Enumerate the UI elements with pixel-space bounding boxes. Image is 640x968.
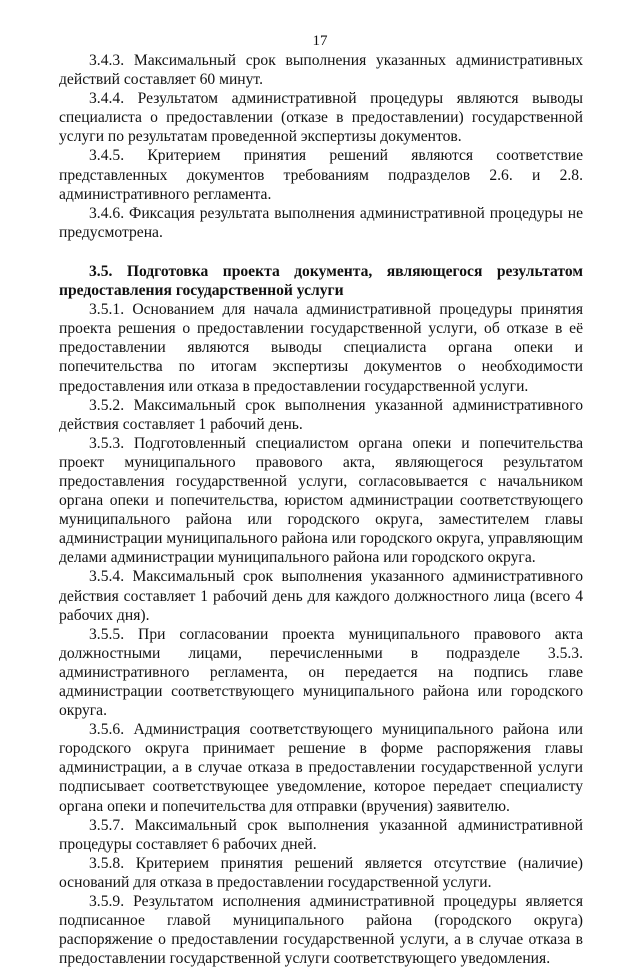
paragraph-3-5-8: 3.5.8. Критерием принятия решений является отсутствие (наличие) оснований для отказа в предоставлении государственной услуги. [59, 854, 583, 891]
paragraph-3-5-5: 3.5.5. При согласовании проекта муниципального правового акта должностными лицами, перечисленными в подразделе 3.5.3. административного регламента, он передается на подпись главе администрации соответствующего муниципального района или городского округа. [59, 625, 583, 720]
page-body [59, 51, 583, 968]
paragraph-3-5-1: 3.5.1. Основанием для начала административной процедуры принятия проекта решения о предоставлении государственной услуги, об отказе в её предоставлении являются выводы специалиста органа опеки и попечительства по итогам экспертизы документов о необходимости предоставления или отказа в предоставлении государственной услуги. [59, 301, 583, 395]
paragraph-3-4-4: 3.4.4. Результатом административной процедуры являются выводы специалиста о предоставлении (отказе в предоставлении) государственной услуги по результатам проведенной экспертизы документов. [59, 90, 583, 146]
section-heading-3-5: 3.5. Подготовка проекта документа, являющегося результатом предоставления государственной услуги [59, 262, 583, 300]
paragraph-3-4-3: 3.4.3. Максимальный срок выполнения указанных административных действий составляет 60 минут. [59, 52, 583, 89]
page-number: 17 [312, 33, 328, 49]
paragraph-3-5-7: 3.5.7. Максимальный срок выполнения указанной административной процедуры составляет 6 рабочих дней. [59, 816, 583, 853]
paragraph-3-5-9: 3.5.9. Результатом исполнения административной процедуры является подписанное главой муниципального района (городского округа) распоряжение о предоставлении государственной услуги, а в случае отказа в предоставлении государственной услуги соответствующего уведомления. [59, 893, 583, 968]
paragraph-3-4-6: 3.4.6. Фиксация результата выполнения административной процедуры не предусмотрена. [59, 204, 583, 241]
paragraph-3-5-6: 3.5.6. Администрация соответствующего муниципального района или городского округа принимает решение в форме распоряжения главы администрации, а в случае отказа в предоставлении государственной услуги подписывает соответствующее уведомление, которое передает специалисту органа опеки и попечительства для отправки (вручения) заявителю. [59, 721, 583, 815]
paragraph-3-5-4: 3.5.4. Максимальный срок выполнения указанного административного действия составляет 1 рабочий день для каждого должностного лица (всего 4 рабочих дня). [59, 568, 583, 624]
paragraph-3-5-2: 3.5.2. Максимальный срок выполнения указанной административного действия составляет 1 рабочий день. [59, 396, 583, 433]
paragraph-3-5-3: 3.5.3. Подготовленный специалистом органа опеки и попечительства проект муниципального правового акта, являющегося результатом предоставления государственной услуги, согласовывается с начальником органа опеки и попечительства, юристом администрации соответствующего муниципального района или городского округа, заместителем главы администрации муниципального района или городского округа, управляющим делами администрации муниципального района или городского округа. [59, 434, 583, 567]
paragraph-3-4-5: 3.4.5. Критерием принятия решений являются соответствие представленных документов требованиям подразделов 2.6. и 2.8. административного регламента. [59, 147, 583, 203]
